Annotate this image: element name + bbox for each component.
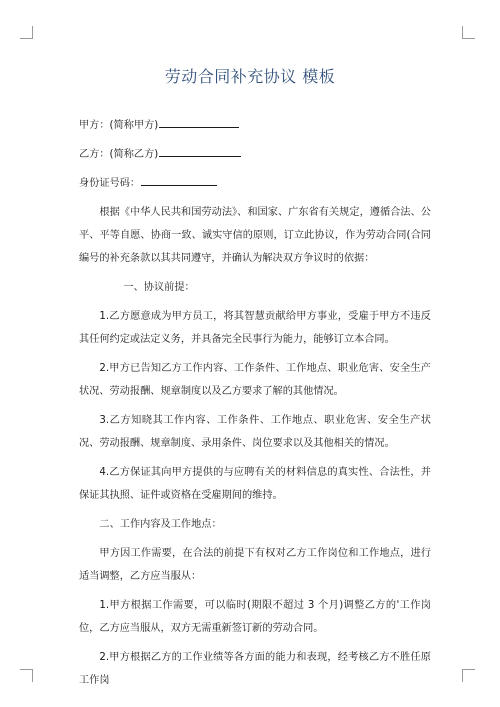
section-2-item-1: 1.甲方根据工作需要，可以临时(期限不超过 3 个月)调整乙方的'工作岗位，乙方应当服从，双方无需重新签订新的劳动合同。 [79, 600, 431, 634]
id-number-blank[interactable] [141, 172, 217, 186]
section-2-heading: 二、工作内容及工作地点： [99, 519, 222, 530]
party-b-label: 乙方：(简称乙方) [79, 149, 159, 160]
id-number-label: 身份证号码： [79, 178, 141, 189]
party-b-blank[interactable] [159, 143, 241, 157]
section-1-item-2: 2.甲方已告知乙方工作内容、工作条件、工作地点、职业危害、安全生产状况、劳动报酬、规章制度以及乙方要求了解的其他情况。 [79, 363, 431, 397]
section-2-item-2: 2.甲方根据乙方的工作业绩等各方面的能力和表现，经考核乙方不胜任原工作岗 [79, 652, 431, 686]
party-b-field [79, 143, 431, 166]
id-number-field [79, 172, 431, 195]
crop-mark-bottom-left [20, 669, 33, 682]
crop-mark-top-left [20, 26, 33, 39]
section-1-item-1: 1.乙方愿意成为甲方员工，将其智慧贡献给甲方事业，受雇于甲方不违反其任何约定或法定义务，并具备完全民事行为能力，能够订立本合同。 [79, 311, 431, 345]
section-1-heading: 一、协议前提： [123, 282, 195, 293]
document-title: 劳动合同补充协议 模板 [164, 67, 336, 86]
section-1-item-3: 3.乙方知晓其工作内容、工作条件、工作地点、职业危害、安全生产状况、劳动报酬、规章制度、录用条件、岗位要求以及其他相关的情况。 [79, 415, 431, 449]
section-2-intro: 甲方因工作需要，在合法的前提下有权对乙方工作岗位和工作地点，进行适当调整，乙方应当服从： [79, 548, 431, 582]
party-a-blank[interactable] [159, 114, 239, 128]
party-a-label: 甲方：(简称甲方) [79, 120, 159, 131]
section-1-item-4: 4.乙方保证其向甲方提供的与应聘有关的材料信息的真实性、合法性，并保证其执照、证件或资格在受雇期间的维持。 [79, 467, 431, 501]
document-body [79, 114, 431, 698]
crop-mark-bottom-right [462, 669, 475, 682]
intro-paragraph: 根据《中华人民共和国劳动法》、和国家、广东省有关规定，遵循合法、公平、平等自愿、协商一致、诚实守信的原则，订立此协议，作为劳动合同(合同编号的补充条款以其共同遵守，并确认为解决双方争议时的依据： [79, 207, 431, 264]
party-a-field [79, 114, 431, 137]
crop-mark-top-right [462, 26, 475, 39]
